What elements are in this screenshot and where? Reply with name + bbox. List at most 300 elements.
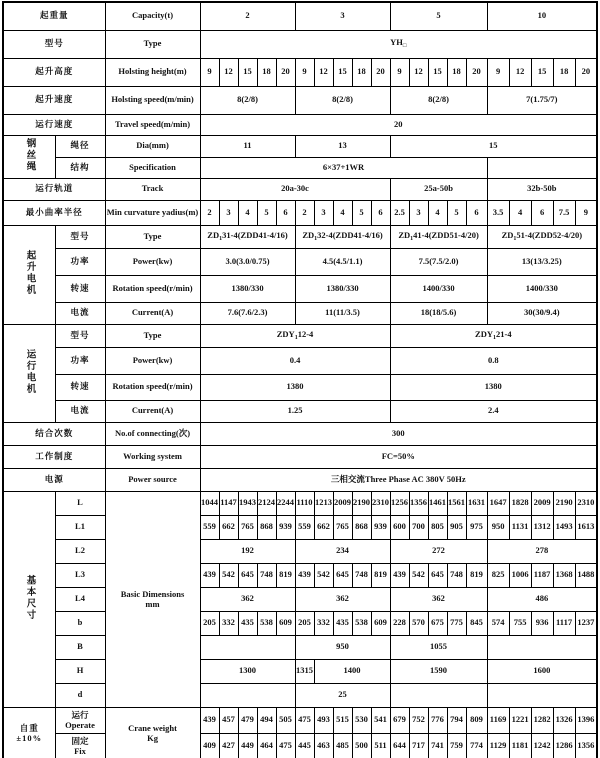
dimensions-L3-groups-1-2: 645	[333, 563, 352, 587]
travel_speed-en: Travel speed(m/min)	[105, 114, 200, 135]
dimensions-b-groups-0-0: 205	[200, 611, 219, 635]
hoist_motor-current-values-0: 7.6(7.6/2.3)	[200, 302, 295, 324]
min_curvature-groups-0-0: 2	[200, 200, 219, 225]
min_curvature-cn: 最小曲率半径	[3, 200, 105, 225]
min_curvature-groups-3-1: 4	[509, 200, 531, 225]
weight-fix-groups-3-3: 1286	[553, 733, 575, 758]
dimensions-en_line2: mm	[145, 599, 160, 609]
dimensions-L2-values-1: 234	[295, 539, 390, 563]
weight-operate-groups-1-3: 530	[352, 707, 371, 733]
hoist_motor-type-values-0-pre: ZD	[207, 229, 220, 240]
connecting-cn: 结合次数	[3, 422, 105, 445]
min_curvature-groups-0-3: 5	[257, 200, 276, 225]
dimensions-L3-groups-2-4: 819	[466, 563, 487, 587]
min_curvature-groups-2-0: 2.5	[390, 200, 409, 225]
model-value-cell	[200, 30, 597, 58]
hoist_motor-type-values-0-cell	[200, 225, 295, 248]
dimensions-b-groups-0-4: 609	[276, 611, 295, 635]
dimensions-b-groups-2-1: 570	[409, 611, 428, 635]
dimensions-b-groups-3-4: 1237	[575, 611, 597, 635]
hoist_height-groups-3-3: 18	[553, 58, 575, 86]
track-cn: 运行轨道	[3, 178, 105, 200]
hoist_motor-power-values-2: 7.5(7.5/2.0)	[390, 248, 487, 275]
hoist_motor-type-values-0-post: 31-4(ZDD41-4/16)	[222, 229, 288, 240]
dimensions-d-values-1: 25	[295, 683, 390, 707]
dimensions-L-groups-3-1: 1828	[509, 491, 531, 515]
dimensions-L-groups-3-2: 2009	[531, 491, 553, 515]
dimensions-d-values-0	[200, 683, 295, 707]
hoist_height-groups-3-1: 12	[509, 58, 531, 86]
min_curvature-groups-3-4: 9	[575, 200, 597, 225]
hoist_height-groups-2-1: 12	[409, 58, 428, 86]
travel_motor-type-values-0-sub: 1	[294, 334, 298, 341]
capacity-values-1: 3	[295, 2, 390, 30]
dimensions-b-groups-1-1: 332	[314, 611, 333, 635]
dimensions-L1-groups-1-0: 559	[295, 515, 314, 539]
dimensions-L1-groups-1-1: 662	[314, 515, 333, 539]
wire_rope-group_cn-text: 钢丝绳	[24, 137, 35, 173]
hoist_motor-type-values-3-sub: 1	[513, 235, 517, 242]
weight-fix-groups-1-2: 485	[333, 733, 352, 758]
dimensions-L1-label: L1	[55, 515, 105, 539]
dimensions-L1-groups-2-1: 700	[409, 515, 428, 539]
weight-operate-groups-1-1: 493	[314, 707, 333, 733]
dimensions-L1-groups-0-3: 868	[257, 515, 276, 539]
travel_speed-cn: 运行速度	[3, 114, 105, 135]
dimensions-group_cn	[3, 491, 55, 707]
hoist_motor-current-values-3: 30(30/9.4)	[487, 302, 597, 324]
dimensions-en_line1-cell	[105, 491, 200, 707]
dimensions-L4-values-2: 362	[390, 587, 487, 611]
hoist_height-groups-0-0: 9	[200, 58, 219, 86]
dimensions-L-groups-2-1: 1356	[409, 491, 428, 515]
dimensions-L3-groups-3-2: 1187	[531, 563, 553, 587]
hoist_motor-current-values-2: 18(18/5.6)	[390, 302, 487, 324]
hoist_height-groups-0-1: 12	[219, 58, 238, 86]
dimensions-b-groups-0-3: 538	[257, 611, 276, 635]
hoist_height-groups-3-2: 15	[531, 58, 553, 86]
working_system-cn: 工作制度	[3, 445, 105, 468]
min_curvature-groups-0-4: 6	[276, 200, 295, 225]
weight-operate-groups-3-4: 1396	[575, 707, 597, 733]
weight-operate-cn-cell	[55, 707, 105, 733]
dimensions-L-groups-0-4: 2244	[276, 491, 295, 515]
travel_motor-type-cn: 型号	[55, 324, 105, 347]
spec-table	[2, 1, 598, 758]
hoist_height-en: Holsting height(m)	[105, 58, 200, 86]
dimensions-L3-groups-1-1: 542	[314, 563, 333, 587]
travel_motor-type-values-1-pre: ZDY	[475, 328, 493, 339]
wire_rope-spec-value: 6×37+1WR	[200, 157, 487, 178]
hoist_motor-type-values-2-post: 41-4(ZDD51-4/20)	[413, 229, 479, 240]
weight-fix-groups-0-2: 449	[238, 733, 257, 758]
dimensions-L1-groups-3-1: 1131	[509, 515, 531, 539]
hoist_height-groups-1-1: 12	[314, 58, 333, 86]
travel_motor-current-values-0: 1.25	[200, 400, 390, 422]
dimensions-H-cells-0: 1300	[200, 659, 295, 683]
hoist_height-groups-3-4: 20	[575, 58, 597, 86]
hoist_motor-power-values-3: 13(13/3.25)	[487, 248, 597, 275]
dimensions-L1-groups-3-3: 1493	[553, 515, 575, 539]
dimensions-d-values-3	[487, 683, 597, 707]
dimensions-B-label: B	[55, 635, 105, 659]
power_source-cn: 电源	[3, 468, 105, 491]
dimensions-H-cells-4: 1600	[487, 659, 597, 683]
weight-fix-groups-1-0: 445	[295, 733, 314, 758]
weight-operate-groups-2-0: 679	[390, 707, 409, 733]
dimensions-L-groups-2-4: 1631	[466, 491, 487, 515]
min_curvature-groups-3-0: 3.5	[487, 200, 509, 225]
dimensions-L1-groups-0-1: 662	[219, 515, 238, 539]
weight-fix-cn: 固定	[71, 735, 89, 746]
track-values-1: 25a-50b	[390, 178, 487, 200]
dimensions-L3-groups-3-3: 1368	[553, 563, 575, 587]
hoist_speed-cn: 起升速度	[3, 86, 105, 114]
weight-operate-groups-3-1: 1221	[509, 707, 531, 733]
dimensions-L3-groups-3-1: 1006	[509, 563, 531, 587]
dimensions-b-groups-3-1: 755	[509, 611, 531, 635]
weight-operate-groups-3-0: 1169	[487, 707, 509, 733]
dimensions-b-label: b	[55, 611, 105, 635]
hoist_motor-type-values-1-pre: ZD	[302, 229, 315, 240]
hoist_motor-power-cn: 功率	[55, 248, 105, 275]
hoist_motor-type-values-3-post: 51-4(ZDD52-4/20)	[516, 229, 583, 240]
wire_rope-spec-value_last	[487, 157, 597, 178]
hoist_motor-type-values-3-pre: ZD	[501, 229, 514, 240]
dimensions-L1-groups-0-0: 559	[200, 515, 219, 539]
dimensions-d-label: d	[55, 683, 105, 707]
min_curvature-groups-1-1: 3	[314, 200, 333, 225]
dimensions-L3-groups-2-3: 748	[447, 563, 466, 587]
wire_rope-spec-cn: 结构	[55, 157, 105, 178]
weight-fix-groups-0-3: 464	[257, 733, 276, 758]
hoist_motor-current-cn: 电流	[55, 302, 105, 324]
weight-operate-groups-2-2: 776	[428, 707, 447, 733]
min_curvature-groups-1-2: 4	[333, 200, 352, 225]
weight-fix-groups-2-0: 644	[390, 733, 409, 758]
dimensions-L1-groups-3-4: 1613	[575, 515, 597, 539]
min_curvature-groups-3-2: 6	[531, 200, 553, 225]
dimensions-L3-groups-2-0: 439	[390, 563, 409, 587]
travel_motor-current-en: Current(A)	[105, 400, 200, 422]
wire_rope-group_cn	[3, 135, 55, 178]
hoist_motor-current-values-1: 11(11/3.5)	[295, 302, 390, 324]
dimensions-L3-groups-0-2: 645	[238, 563, 257, 587]
hoist_speed-en: Holsting speed(m/min)	[105, 86, 200, 114]
weight-fix-groups-1-1: 463	[314, 733, 333, 758]
hoist_motor-type-en: Type	[105, 225, 200, 248]
model-en: Type	[105, 30, 200, 58]
dimensions-L1-groups-1-3: 868	[352, 515, 371, 539]
dimensions-L2-values-2: 272	[390, 539, 487, 563]
weight-operate-groups-1-2: 515	[333, 707, 352, 733]
dimensions-H-cells-1: 1315	[295, 659, 314, 683]
weight-fix-groups-0-0: 409	[200, 733, 219, 758]
hoist_motor-rotation-values-3: 1400/330	[487, 275, 597, 302]
hoist_motor-type-values-1-post: 32-4(ZDD41-4/16)	[317, 229, 383, 240]
dimensions-L-groups-1-1: 1213	[314, 491, 333, 515]
weight-operate-en: Operate	[65, 720, 95, 730]
travel_motor-rotation-cn: 转速	[55, 374, 105, 400]
min_curvature-groups-2-2: 4	[428, 200, 447, 225]
hoist_motor-rotation-cn: 转速	[55, 275, 105, 302]
dimensions-L3-label: L3	[55, 563, 105, 587]
weight-fix-groups-3-1: 1181	[509, 733, 531, 758]
dimensions-L-groups-1-0: 1110	[295, 491, 314, 515]
hoist_motor-power-values-0: 3.0(3.0/0.75)	[200, 248, 295, 275]
hoist_height-cn: 起升高度	[3, 58, 105, 86]
dimensions-L4-label: L4	[55, 587, 105, 611]
dimensions-L-groups-2-3: 1561	[447, 491, 466, 515]
weight-en_line2: Kg	[147, 732, 158, 743]
min_curvature-groups-2-4: 6	[466, 200, 487, 225]
dimensions-b-groups-1-2: 435	[333, 611, 352, 635]
dimensions-b-groups-3-0: 574	[487, 611, 509, 635]
weight-operate-groups-0-4: 505	[276, 707, 295, 733]
hoist_height-groups-3-0: 9	[487, 58, 509, 86]
travel_motor-type-values-1-post: 21-4	[495, 328, 512, 339]
dimensions-L-groups-0-2: 1943	[238, 491, 257, 515]
hoist_height-groups-0-2: 15	[238, 58, 257, 86]
hoist_motor-type-values-3-cell	[487, 225, 597, 248]
working_system-value: FC=50%	[200, 445, 597, 468]
dimensions-B-values-1: 950	[295, 635, 390, 659]
hoist_height-groups-2-2: 15	[428, 58, 447, 86]
hoist_speed-values-1: 8(2/8)	[295, 86, 390, 114]
weight-tolerance: ±10%	[16, 732, 43, 743]
weight-operate-groups-3-2: 1282	[531, 707, 553, 733]
hoist_motor-type-values-1-cell	[295, 225, 390, 248]
hoist_speed-values-0: 8(2/8)	[200, 86, 295, 114]
track-values-0: 20a-30c	[200, 178, 390, 200]
weight-fix-groups-1-3: 500	[352, 733, 371, 758]
power_source-value: 三相交流Three Phase AC 380V 50Hz	[200, 468, 597, 491]
dimensions-L-groups-3-4: 2310	[575, 491, 597, 515]
min_curvature-groups-2-1: 3	[409, 200, 428, 225]
weight-operate-groups-2-3: 794	[447, 707, 466, 733]
weight-en_line1: Crane weight	[128, 722, 177, 733]
model-value-sub: □	[402, 43, 407, 50]
weight-fix-groups-3-2: 1242	[531, 733, 553, 758]
hoist_motor-rotation-values-1: 1380/330	[295, 275, 390, 302]
dimensions-b-groups-2-4: 845	[466, 611, 487, 635]
min_curvature-en: Min curvature yadius(m)	[105, 200, 200, 225]
hoist_height-groups-2-4: 20	[466, 58, 487, 86]
weight-fix-cn-cell	[55, 733, 105, 758]
track-values-2: 32b-50b	[487, 178, 597, 200]
dimensions-L3-groups-0-1: 542	[219, 563, 238, 587]
travel_motor-type-values-0-pre: ZDY	[276, 328, 295, 339]
dimensions-B-values-3	[487, 635, 597, 659]
dimensions-L3-groups-0-4: 819	[276, 563, 295, 587]
weight-operate-groups-0-2: 479	[238, 707, 257, 733]
dimensions-L3-groups-0-3: 748	[257, 563, 276, 587]
hoist_speed-values-3: 7(1.75/7)	[487, 86, 597, 114]
capacity-values-2: 5	[390, 2, 487, 30]
capacity-values-0: 2	[200, 2, 295, 30]
travel_motor-power-en: Power(kw)	[105, 347, 200, 374]
dimensions-L2-values-3: 278	[487, 539, 597, 563]
track-en: Track	[105, 178, 200, 200]
dimensions-L-groups-3-0: 1647	[487, 491, 509, 515]
dimensions-L-groups-0-3: 2124	[257, 491, 276, 515]
weight-operate-groups-0-3: 494	[257, 707, 276, 733]
model-cn: 型号	[3, 30, 105, 58]
hoist_height-groups-0-4: 20	[276, 58, 295, 86]
travel_motor-type-values-1-cell	[390, 324, 597, 347]
dimensions-L-groups-2-2: 1461	[428, 491, 447, 515]
dimensions-L-groups-1-4: 2310	[371, 491, 390, 515]
hoist_height-groups-1-3: 18	[352, 58, 371, 86]
dimensions-L-groups-1-3: 2190	[352, 491, 371, 515]
min_curvature-groups-0-2: 4	[238, 200, 257, 225]
dimensions-L4-values-0: 362	[200, 587, 295, 611]
dimensions-L1-groups-1-4: 939	[371, 515, 390, 539]
dimensions-L1-groups-2-4: 975	[466, 515, 487, 539]
weight-group_cn: 自重	[19, 722, 39, 733]
hoist_motor-type-values-2-cell	[390, 225, 487, 248]
weight-operate-groups-0-1: 457	[219, 707, 238, 733]
hoist_height-groups-2-0: 9	[390, 58, 409, 86]
weight-operate-cn: 运行	[71, 709, 89, 720]
dimensions-L1-groups-0-2: 765	[238, 515, 257, 539]
dimensions-L3-groups-1-0: 439	[295, 563, 314, 587]
capacity-cn: 起重量	[3, 2, 105, 30]
working_system-en: Working system	[105, 445, 200, 468]
travel_motor-power-cn: 功率	[55, 347, 105, 374]
weight-group_cn-cell	[3, 707, 55, 758]
dimensions-L1-groups-2-2: 805	[428, 515, 447, 539]
hoist_motor-type-cn: 型号	[55, 225, 105, 248]
hoist_motor-power-en: Power(kw)	[105, 248, 200, 275]
travel_motor-type-values-0-post: 12-4	[297, 328, 314, 339]
weight-en_line1-cell	[105, 707, 200, 758]
weight-operate-groups-3-3: 1326	[553, 707, 575, 733]
hoist_motor-group_cn-text: 起升电机	[24, 250, 35, 297]
hoist_motor-type-values-1-sub: 1	[314, 235, 318, 242]
dimensions-b-groups-0-1: 332	[219, 611, 238, 635]
weight-operate-groups-2-4: 809	[466, 707, 487, 733]
dimensions-b-groups-2-2: 675	[428, 611, 447, 635]
dimensions-L1-groups-3-2: 1312	[531, 515, 553, 539]
weight-fix-groups-3-4: 1356	[575, 733, 597, 758]
wire_rope-spec-en: Specification	[105, 157, 200, 178]
wire_rope-dia-values-2: 15	[390, 135, 597, 157]
dimensions-en_line1: Basic Dimensions	[120, 588, 185, 599]
weight-fix-groups-3-0: 1129	[487, 733, 509, 758]
dimensions-L3-groups-0-0: 439	[200, 563, 219, 587]
power_source-en: Power source	[105, 468, 200, 491]
dimensions-b-groups-1-0: 205	[295, 611, 314, 635]
travel_motor-power-values-1: 0.8	[390, 347, 597, 374]
dimensions-L-groups-0-1: 1147	[219, 491, 238, 515]
dimensions-L3-groups-1-4: 819	[371, 563, 390, 587]
dimensions-b-groups-2-0: 228	[390, 611, 409, 635]
hoist_motor-rotation-en: Rotation speed(r/min)	[105, 275, 200, 302]
min_curvature-groups-0-1: 3	[219, 200, 238, 225]
dimensions-b-groups-0-2: 435	[238, 611, 257, 635]
weight-fix-groups-0-1: 427	[219, 733, 238, 758]
dimensions-L-label: L	[55, 491, 105, 515]
dimensions-b-groups-3-2: 936	[531, 611, 553, 635]
dimensions-L1-groups-1-2: 765	[333, 515, 352, 539]
travel_motor-group_cn	[3, 324, 55, 422]
weight-fix-groups-2-4: 774	[466, 733, 487, 758]
wire_rope-dia-values-0: 11	[200, 135, 295, 157]
hoist_motor-group_cn	[3, 225, 55, 324]
dimensions-L1-groups-3-0: 950	[487, 515, 509, 539]
dimensions-L3-groups-2-2: 645	[428, 563, 447, 587]
dimensions-H-label: H	[55, 659, 105, 683]
weight-operate-groups-1-0: 475	[295, 707, 314, 733]
hoist_height-groups-0-3: 18	[257, 58, 276, 86]
travel_motor-current-values-1: 2.4	[390, 400, 597, 422]
travel_motor-type-values-0-cell	[200, 324, 390, 347]
dimensions-L-groups-2-0: 1256	[390, 491, 409, 515]
dimensions-L4-values-3: 486	[487, 587, 597, 611]
hoist_height-groups-1-4: 20	[371, 58, 390, 86]
hoist_height-groups-1-2: 15	[333, 58, 352, 86]
dimensions-L-groups-3-3: 2190	[553, 491, 575, 515]
dimensions-L1-groups-2-0: 600	[390, 515, 409, 539]
hoist_height-groups-2-3: 18	[447, 58, 466, 86]
min_curvature-groups-1-0: 2	[295, 200, 314, 225]
travel_motor-type-en: Type	[105, 324, 200, 347]
dimensions-b-groups-2-3: 775	[447, 611, 466, 635]
dimensions-L1-groups-0-4: 939	[276, 515, 295, 539]
dimensions-L2-label: L2	[55, 539, 105, 563]
dimensions-b-groups-1-3: 538	[352, 611, 371, 635]
hoist_height-groups-1-0: 9	[295, 58, 314, 86]
travel_motor-rotation-values-1: 1380	[390, 374, 597, 400]
travel_motor-rotation-en: Rotation speed(r/min)	[105, 374, 200, 400]
dimensions-L1-groups-2-3: 905	[447, 515, 466, 539]
dimensions-L2-values-0: 192	[200, 539, 295, 563]
weight-fix-groups-2-2: 741	[428, 733, 447, 758]
dimensions-B-values-2: 1055	[390, 635, 487, 659]
wire_rope-dia-values-1: 13	[295, 135, 390, 157]
weight-fix-groups-2-3: 759	[447, 733, 466, 758]
dimensions-B-values-0	[200, 635, 295, 659]
min_curvature-groups-3-3: 7.5	[553, 200, 575, 225]
capacity-en: Capacity(t)	[105, 2, 200, 30]
dimensions-H-cells-2: 1400	[314, 659, 390, 683]
travel_speed-value: 20	[200, 114, 597, 135]
hoist_motor-power-values-1: 4.5(4.5/1.1)	[295, 248, 390, 275]
dimensions-L3-groups-3-0: 825	[487, 563, 509, 587]
hoist_motor-current-en: Current(A)	[105, 302, 200, 324]
dimensions-b-groups-1-4: 609	[371, 611, 390, 635]
weight-operate-groups-2-1: 752	[409, 707, 428, 733]
wire_rope-dia-cn: 绳径	[55, 135, 105, 157]
weight-operate-groups-0-0: 439	[200, 707, 219, 733]
min_curvature-groups-1-4: 6	[371, 200, 390, 225]
min_curvature-groups-2-3: 5	[447, 200, 466, 225]
min_curvature-groups-1-3: 5	[352, 200, 371, 225]
hoist_motor-rotation-values-2: 1400/330	[390, 275, 487, 302]
connecting-value: 300	[200, 422, 597, 445]
hoist_speed-values-2: 8(2/8)	[390, 86, 487, 114]
dimensions-L3-groups-3-4: 1488	[575, 563, 597, 587]
dimensions-b-groups-3-3: 1117	[553, 611, 575, 635]
dimensions-H-cells-3: 1590	[390, 659, 487, 683]
weight-fix-en: Fix	[74, 745, 86, 756]
hoist_motor-type-values-0-sub: 1	[219, 235, 223, 242]
dimensions-group_cn-text: 基本尺寸	[24, 574, 35, 621]
travel_motor-group_cn-text: 运行电机	[24, 348, 35, 395]
dimensions-L3-groups-1-3: 748	[352, 563, 371, 587]
dimensions-L3-groups-2-1: 542	[409, 563, 428, 587]
